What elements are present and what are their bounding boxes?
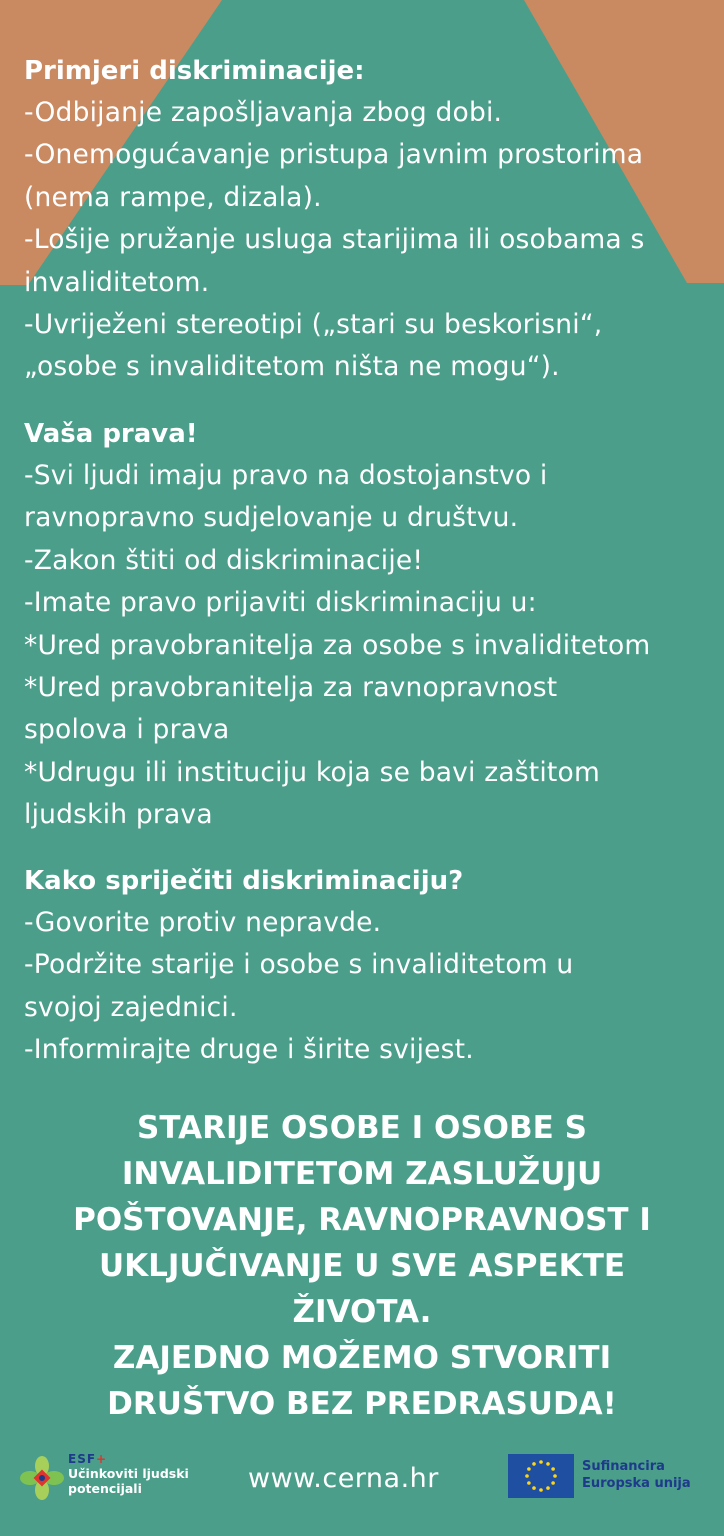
prevent-line: -Informirajte druge i širite svijest. bbox=[24, 1034, 474, 1066]
slogan-line: STARIJE OSOBE I OSOBE S bbox=[137, 1110, 587, 1146]
examples-line: -Odbijanje zapošljavanja zbog dobi. bbox=[24, 97, 503, 128]
eu-text-line: Sufinancira bbox=[582, 1459, 665, 1474]
rights-line: -Zakon štiti od diskriminacije! bbox=[24, 544, 424, 576]
slogan-line: ŽIVOTA. bbox=[292, 1294, 432, 1330]
slogan-line: INVALIDITETOM ZASLUŽUJU bbox=[121, 1156, 603, 1192]
esf-programme-line: potencijali bbox=[68, 1481, 142, 1496]
slogan-line: DRUŠTVO BEZ PREDRASUDA! bbox=[107, 1386, 617, 1422]
eu-flag-icon bbox=[508, 1454, 574, 1498]
esf-text-block bbox=[68, 1452, 218, 1496]
esf-logo bbox=[20, 1452, 220, 1504]
esf-flower-logo-icon bbox=[20, 1456, 64, 1500]
footer bbox=[0, 1440, 724, 1520]
slogan-line: ZAJEDNO MOŽEMO STVORITI bbox=[112, 1340, 612, 1376]
prevent-heading: Kako spriječiti diskriminaciju? bbox=[24, 866, 464, 896]
rights-line: ravnopravno sudjelovanje u društvu. bbox=[24, 502, 519, 534]
examples-line: -Uvriježeni stereotipi („stari su beskorisni“, bbox=[24, 309, 603, 341]
eu-text-line: Europska unija bbox=[582, 1476, 691, 1491]
esf-brand: ESF+ bbox=[68, 1452, 108, 1466]
rights-line: *Udrugu ili instituciju koja se bavi zaštitom bbox=[24, 756, 600, 788]
rights-line: *Ured pravobranitelja za ravnopravnost bbox=[24, 672, 558, 704]
examples-line: (nema rampe, dizala). bbox=[24, 181, 322, 213]
esf-programme-line: Učinkoviti ljudski bbox=[68, 1466, 189, 1481]
examples-line: -Onemogućavanje pristupa javnim prostorima bbox=[24, 139, 644, 171]
rights-line: ljudskih prava bbox=[24, 799, 213, 831]
slogan-line: POŠTOVANJE, RAVNOPRAVNOST I bbox=[73, 1202, 651, 1238]
rights-line: -Imate pravo prijaviti diskriminaciju u: bbox=[24, 587, 537, 619]
rights-line: spolova i prava bbox=[24, 714, 230, 746]
examples-line: „osobe s invaliditetom ništa ne mogu“). bbox=[24, 351, 560, 383]
eu-text-block bbox=[582, 1458, 708, 1492]
prevent-line: svojoj zajednici. bbox=[24, 991, 238, 1023]
prevent-line: -Podržite starije i osobe s invaliditetom u bbox=[24, 949, 574, 981]
rights-line: *Ured pravobranitelja za osobe s invaliditetom bbox=[24, 629, 651, 661]
rights-heading: Vaša prava! bbox=[24, 419, 198, 449]
slogan-line: UKLJUČIVANJE U SVE ASPEKTE bbox=[98, 1248, 626, 1284]
closing-slogan bbox=[30, 1105, 694, 1427]
examples-line: invaliditetom. bbox=[24, 266, 210, 298]
examples-heading: Primjeri diskriminacije: bbox=[24, 56, 365, 86]
eu-cofunded-logo bbox=[508, 1454, 708, 1500]
rights-line: -Svi ljudi imaju pravo na dostojanstvo i bbox=[24, 460, 548, 491]
prevent-line: -Govorite protiv nepravde. bbox=[24, 907, 382, 938]
discrimination-examples-section bbox=[24, 50, 704, 389]
prevention-section bbox=[24, 860, 704, 1072]
your-rights-section bbox=[24, 413, 704, 837]
website-url: www.cerna.hr bbox=[248, 1463, 439, 1494]
examples-line: -Lošije pružanje usluga starijima ili osobama s bbox=[24, 224, 645, 256]
